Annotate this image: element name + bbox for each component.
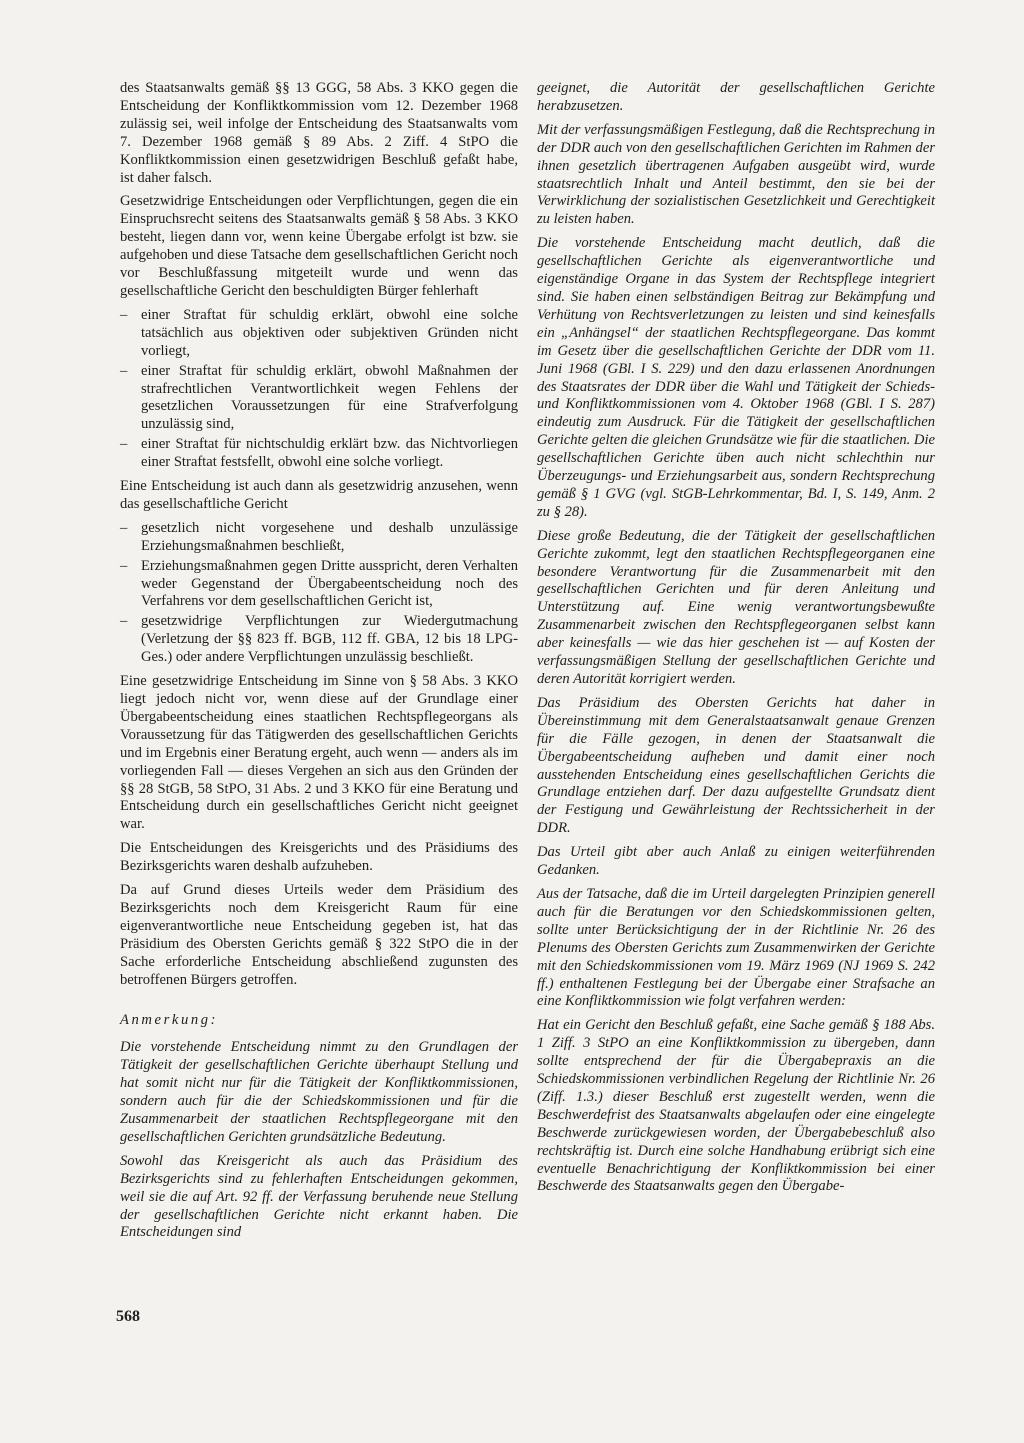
left-paragraph-4: Eine gesetzwidrige Entscheidung im Sinne von § 58 Abs. 3 KKO liegt jedoch nicht vor, wenn diese auf der Grundlage einer Übergabeentscheidung eines staatlichen Rechtspflegeorgans als Voraussetzung für das Tätigwerden des gesellschaftlichen Gerichts und im Ergebnis einer Beratung ergeht, auch wenn — anders als im vorliegenden Fall — dieses Vergehen an sich aus den Gründen der §§ 28 StGB, 58 StPO, 31 Abs. 2 und 3 KKO für eine Beratung und Entscheidung durch ein gesellschaftliches Gericht nicht geeignet war.	[120, 673, 518, 833]
right-column	[537, 80, 935, 1202]
list-item: – gesetzwidrige Verpflichtungen zur Wiedergutmachung (Verletzung der §§ 823 ff. BGB, 112 ff. GBA, 12 bis 18 LPG-Ges.) oder andere Verpflichtungen unzulässig beschließt.	[120, 613, 518, 667]
left-paragraph-8: Sowohl das Kreisgericht als auch das Präsidium des Bezirksgerichts sind zu fehlerhaften Entscheidungen gekommen, weil sie die auf Art. 92 ff. der Verfassung beruhende neue Stellung der gesellschaftlichen Gerichte nicht erkannt haben. Die Entscheidungen sind	[120, 1152, 518, 1241]
page-number: 568	[116, 1308, 140, 1325]
right-paragraph-1: geeignet, die Autorität der gesellschaftlichen Gerichte herabzusetzen.	[537, 80, 935, 114]
left-paragraph-1: des Staatsanwalts gemäß §§ 13 GGG, 58 Abs. 3 KKO gegen die Entscheidung der Konfliktkommission vom 12. Dezember 1968 zulässig sei, weil infolge der Entscheidung des Staatsanwalts vom 7. Dezember 1968 gemäß § 89 Abs. 2 Ziff. 4 StPO die Konfliktkommission einen gesetzwidrigen Beschluß gefaßt habe, ist daher falsch.	[120, 80, 518, 186]
left-paragraph-7: Die vorstehende Entscheidung nimmt zu den Grundlagen der Tätigkeit der gesellschaftlichen Gerichte überhaupt Stellung und hat somit nicht nur für die Tätigkeit der Konfliktkommissionen, sondern auch für die der Schiedskommissionen und für die Zusammenarbeit der staatlichen Rechtspflegeorgane mit den gesellschaftlichen Gerichten grundsätzliche Bedeutung.	[120, 1039, 518, 1145]
right-paragraph-3: Die vorstehende Entscheidung macht deutlich, daß die gesellschaftlichen Gerichte als eigenverantwortliche und eigenständige Organe in das System der Rechtspflege integriert sind. Sie haben einen selbständigen Beitrag zur Bekämpfung und Verhütung von Rechtsverletzungen zu leisten und sind keinesfalls ein „Anhängsel“ der staatlichen Rechtspflegeorgane. Das kommt im Gesetz über die gesellschaftlichen Gerichte der DDR vom 11. Juni 1968 (GBl. I S. 229) und den dazu erlassenen Anordnungen des Staatsrates der DDR über die Wahl und Tätigkeit der Schieds- und Konfliktkommissionen vom 4. Oktober 1968 (GBl. I S. 287) eindeutig zum Ausdruck. Für die Tätigkeit der gesellschaftlichen Gerichte gelten die gleichen Grundsätze wie für die staatlichen. Die gesellschaftlichen Gerichte üben auch nicht schlechthin nur Überzeugungs- und Erziehungsarbeit aus, sondern Rechtsprechung gemäß § 1 GVG (vgl. StGB-Lehrkommentar, Bd. I, S. 149, Anm. 2 zu § 28).	[537, 235, 935, 520]
list-item: – einer Straftat für schuldig erklärt, obwohl eine solche tatsächlich aus objektiven oder subjektiven Gründen nicht vorliegt,	[120, 307, 518, 361]
left-paragraph-3: Eine Entscheidung ist auch dann als gesetzwidrig anzusehen, wenn das gesellschaftliche Gericht	[120, 478, 518, 512]
annotation-heading: Anmerkung:	[120, 1011, 219, 1028]
right-paragraph-7: Aus der Tatsache, daß die im Urteil dargelegten Prinzipien generell auch für die Beratungen vor den Schiedskommissionen gelten, sollte unter Berücksichtigung der in der Richtlinie Nr. 26 des Plenums des Obersten Gerichts zum Zusammenwirken der Gerichte mit den Schiedskommissionen vom 19. März 1969 (NJ 1969 S. 242 ff.) enthaltenen Festlegung bei der Übergabe einer Strafsache an eine Konfliktkommission wie folgt verfahren werden:	[537, 885, 935, 1010]
list-item: – gesetzlich nicht vorgesehene und deshalb unzulässige Erziehungsmaßnahmen beschließt,	[120, 520, 518, 556]
left-dash-list-2	[120, 520, 518, 667]
list-item: – Erziehungsmaßnahmen gegen Dritte ausspricht, deren Verhalten weder Gegenstand der Übergabeentscheidung noch des Verfahrens vor dem gesellschaftlichen Gericht ist,	[120, 558, 518, 612]
right-paragraph-4: Diese große Bedeutung, die der Tätigkeit der gesellschaftlichen Gerichte zukommt, legt den staatlichen Rechtspflegeorganen eine besondere Verantwortung für die Zusammenarbeit mit den gesellschaftlichen Gerichten und für deren Anleitung und Unterstützung auf. Eine wenig verantwortungsbewußte Zusammenarbeit zwischen den Rechtspflegeorganen selbst kann aber keinesfalls — wie das hier geschehen ist — auf Kosten der verfassungsmäßigen Stellung der gesellschaftlichen Gerichte und deren Autorität korrigiert werden.	[537, 527, 935, 687]
left-paragraph-5: Die Entscheidungen des Kreisgerichts und des Präsidiums des Bezirksgerichts waren deshalb aufzuheben.	[120, 840, 518, 875]
left-paragraph-6: Da auf Grund dieses Urteils weder dem Präsidium des Bezirksgerichts noch dem Kreisgericht Raum für eine eigenverantwortliche neue Entscheidung gegeben ist, hat das Präsidium des Obersten Gerichts gemäß § 322 StPO die in der Sache erforderliche Entscheidung abschließend zugunsten des betroffenen Bürgers getroffen.	[120, 882, 518, 988]
right-paragraph-5: Das Präsidium des Obersten Gerichts hat daher in Übereinstimmung mit dem Generalstaatsanwalt genaue Grenzen für die Fälle gezogen, in denen der Staatsanwalt die Übergabeentscheidung aufheben und damit einer noch ausstehenden Entscheidung eines gesellschaftlichen Gerichts die Grundlage entziehen darf. Der dazu aufgestellte Grundsatz dient der Festigung und Gewährleistung der Rechtssicherheit in der DDR.	[537, 694, 935, 837]
left-dash-list-1	[120, 307, 518, 472]
right-paragraph-2: Mit der verfassungsmäßigen Festlegung, daß die Rechtsprechung in der DDR auch von den gesellschaftlichen Gerichten im Rahmen der ihnen gesetzlich übertragenen Aufgaben ausgeübt wird, wurde staatsrechtlich Inhalt und Anteil bestimmt, den sie bei der Verwirklichung der sozialistischen Gesetzlichkeit und Gerechtigkeit zu leisten haben.	[537, 121, 935, 228]
left-column	[120, 80, 518, 1248]
right-paragraph-6: Das Urteil gibt aber auch Anlaß zu einigen weiterführenden Gedanken.	[537, 844, 935, 879]
left-paragraph-2: Gesetzwidrige Entscheidungen oder Verpflichtungen, gegen die ein Einspruchsrecht seitens des Staatsanwalts gemäß § 58 Abs. 3 KKO besteht, liegen dann vor, wenn keine Übergabe erfolgt ist bzw. sie aufgehoben und diese Tatsache dem gesellschaftlichen Gericht noch vor Beschlußfassung mitgeteilt wurde und wenn das gesellschaftliche Gericht den beschuldigten Bürger fehlerhaft	[120, 193, 518, 299]
list-item: – einer Straftat für schuldig erklärt, obwohl Maßnahmen der strafrechtlichen Verantwortlichkeit wegen Fehlens der gesetzlichen Voraussetzungen für eine Strafverfolgung unzulässig sind,	[120, 363, 518, 435]
list-item: – einer Straftat für nichtschuldig erklärt bzw. das Nichtvorliegen einer Straftat festsfellt, obwohl eine solche vorliegt.	[120, 436, 518, 472]
right-paragraph-8: Hat ein Gericht den Beschluß gefaßt, eine Sache gemäß § 188 Abs. 1 Ziff. 3 StPO an eine Konfliktkommission zu übergeben, dann sollte entsprechend der für die Übergabepraxis an die Schiedskommissionen verbindlichen Regelung der Richtlinie Nr. 26 (Ziff. 1.3.) dieser Beschluß erst zugestellt werden, wenn die Beschwerdefrist des Staatsanwalts abgelaufen oder eine eingelegte Beschwerde zurückgewiesen worden, der Übergabebeschluß also rechtskräftig ist. Durch eine solche Handhabung erübrigt sich eine eventuelle Benachrichtigung der Konfliktkommission bei einer Beschwerde des Staatsanwalts gegen den Übergabe-	[537, 1017, 935, 1195]
